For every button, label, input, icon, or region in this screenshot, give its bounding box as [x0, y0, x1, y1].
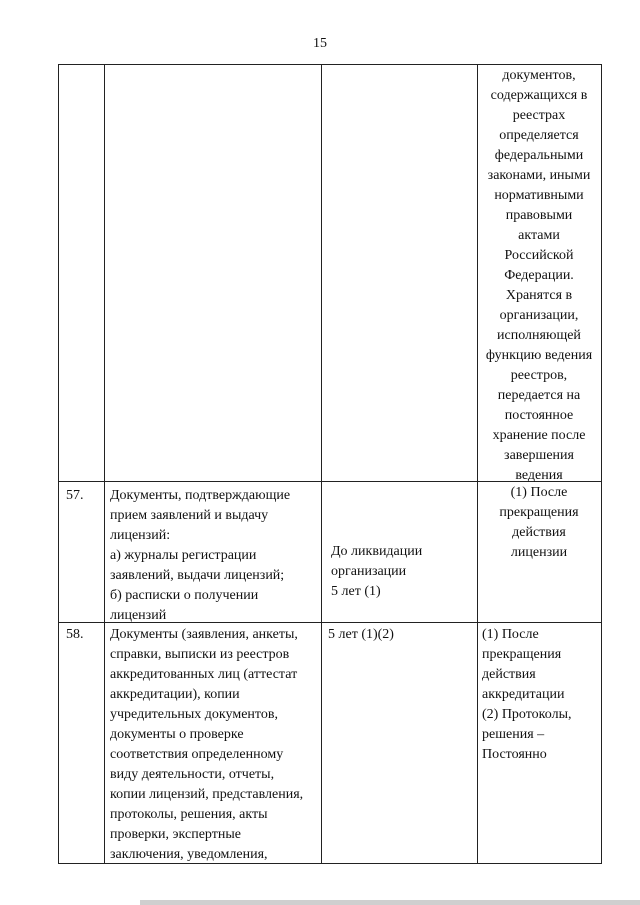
scan-edge [140, 900, 640, 905]
table-cell-term: До ликвидации организации 5 лет (1) [331, 544, 423, 599]
table-cell-note: (1) После прекращения действия лицензии [499, 485, 579, 560]
column-divider [321, 64, 322, 864]
column-divider [104, 64, 105, 864]
table-cell-title: Документы (заявления, анкеты, справки, выписки из реестров аккредитованных лиц (аттестат аккредитации), копии учредительных документов, документы о проверке соответствия определенному виду деятельности, отчеты, копии лицензий, представления, протоколы, решения, акты проверки, экспертные заключения, уведомления, [110, 627, 304, 862]
page-number: 15 [313, 36, 327, 51]
table-border-left [58, 64, 59, 864]
table-cell-note: документов, содержащихся в реестрах определяется федеральными законами, иными нормативными правовыми актами Российской Федерации. Хранятся в организации, исполняющей функцию ведения реестров, передается на постоянное хранение после завершения ведения [485, 68, 593, 483]
table-cell-title: Документы, подтверждающие прием заявлений и выдачу лицензий: а) журналы регистрации заявлений, выдачи лицензий; б) расписки о получении лицензий [110, 488, 291, 623]
table-cell-number: 58. [66, 627, 84, 642]
table-cell-term: 5 лет (1)(2) [328, 627, 394, 642]
table-border-top [58, 64, 602, 65]
table-border-right [601, 64, 602, 864]
table-cell-number: 57. [66, 488, 84, 503]
table-cell-note: (1) После прекращения действия аккредитации (2) Протоколы, решения – Постоянно [482, 627, 572, 762]
records-table [58, 64, 602, 864]
